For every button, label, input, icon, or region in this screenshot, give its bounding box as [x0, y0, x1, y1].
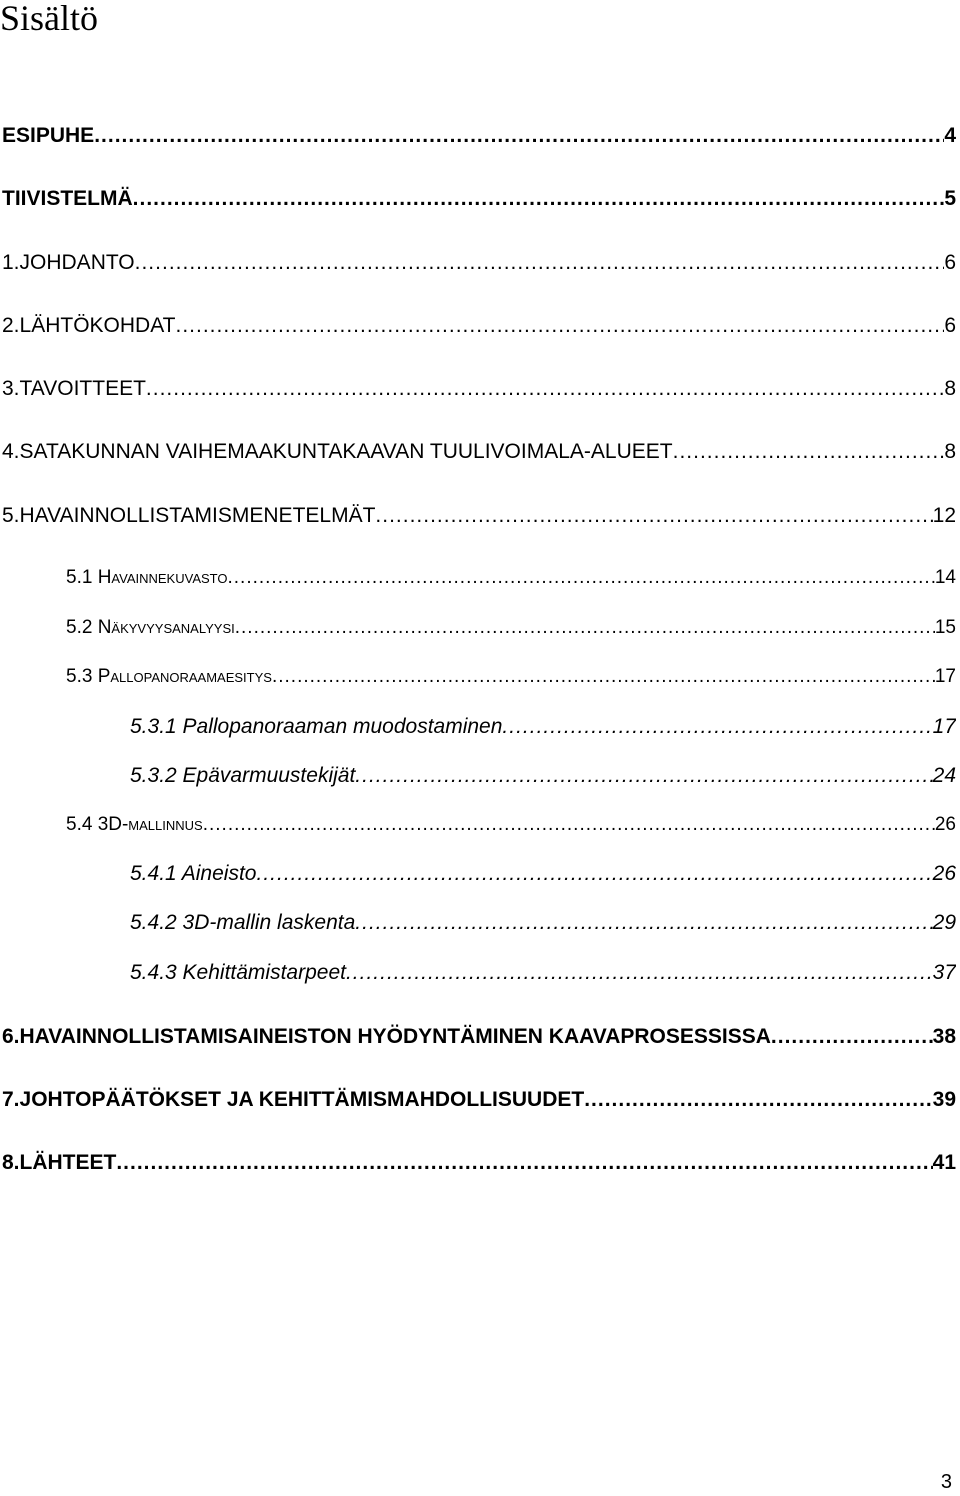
- toc-leader: [175, 310, 944, 342]
- toc-entry-title: 5.2 Näkyvyysanalyysi: [66, 617, 235, 638]
- toc-entry-kehittamistarpeet[interactable]: [130, 957, 956, 989]
- toc-page-number: 12: [932, 504, 956, 527]
- page-title: Sisältö: [0, 0, 99, 38]
- toc-leader: [355, 760, 932, 792]
- toc-entry-3d-mallinnus[interactable]: [66, 809, 956, 841]
- toc-page-number: 17: [932, 715, 956, 738]
- toc-entry-title: TAVOITTEET: [19, 377, 146, 400]
- toc-entry-number: 4.: [2, 440, 20, 463]
- toc-leader: [584, 1084, 932, 1116]
- toc-page-number: 37: [932, 961, 956, 984]
- toc-leader: [502, 711, 932, 743]
- toc-leader: [272, 661, 935, 693]
- toc-entry-lahtokohdat[interactable]: [2, 310, 956, 342]
- toc-entry-title: 5.1 Havainnekuvasto: [66, 567, 228, 588]
- toc-leader: [771, 1021, 933, 1053]
- toc-entry-number: 1.: [2, 251, 20, 274]
- toc-leader: [227, 562, 934, 594]
- toc-leader: [203, 809, 935, 841]
- toc-page-number: 29: [932, 911, 956, 934]
- toc-entry-title: SATAKUNNAN VAIHEMAAKUNTAKAAVAN TUULIVOIMALA-ALUEET: [19, 440, 673, 463]
- toc-page-number: 6: [944, 251, 956, 274]
- toc-entry-esipuhe[interactable]: [2, 120, 956, 152]
- toc-entry-nakyvyysanalyysi[interactable]: [66, 612, 956, 644]
- toc-entry-johtopaatokset[interactable]: [2, 1084, 956, 1116]
- toc-entry-number: 6.: [2, 1025, 20, 1048]
- toc-entry-tiivistelma[interactable]: [2, 183, 956, 215]
- toc-entry-pallopanoraamaesitys[interactable]: [66, 661, 956, 693]
- toc-entry-kaavaprosessissa[interactable]: [2, 1021, 956, 1053]
- toc-leader: [256, 858, 932, 890]
- toc-entry-title: 5.4.3 Kehittämistarpeet: [130, 961, 346, 984]
- toc-entry-3d-mallin-laskenta[interactable]: [130, 907, 956, 939]
- toc-entry-number: 2.: [2, 314, 20, 337]
- toc-entry-number: 8.: [2, 1151, 20, 1174]
- toc-leader: [116, 1147, 932, 1179]
- toc-page-number: 26: [932, 862, 956, 885]
- toc-entry-pallopanoraaman-muodostaminen[interactable]: [130, 711, 956, 743]
- toc-leader: [355, 907, 932, 939]
- toc-leader: [94, 120, 944, 152]
- toc-entry-title: HAVAINNOLLISTAMISAINEISTON HYÖDYNTÄMINEN KAAVAPROSESSISSA: [19, 1025, 771, 1048]
- toc-entry-number: 7.: [2, 1088, 20, 1111]
- toc-entry-title: JOHDANTO: [19, 251, 135, 274]
- toc-entry-havainnekuvasto[interactable]: [66, 562, 956, 594]
- toc-entry-title: 5.4 3D-mallinnus: [66, 814, 203, 835]
- toc-entry-aineisto[interactable]: [130, 858, 956, 890]
- toc-entry-johdanto[interactable]: [2, 247, 956, 279]
- toc-page-number: 8: [944, 440, 956, 463]
- page-number: 3: [940, 1471, 952, 1493]
- toc-page-number: 5: [944, 187, 956, 210]
- toc-entry-title: 5.4.1 Aineisto: [130, 862, 257, 885]
- toc-entry-title: JOHTOPÄÄTÖKSET JA KEHITTÄMISMAHDOLLISUUDET: [19, 1088, 585, 1111]
- toc-entry-title: LÄHTÖKOHDAT: [19, 314, 176, 337]
- toc-page-number: 24: [932, 764, 956, 787]
- toc-entry-title: 5.3.2 Epävarmuustekijät: [130, 764, 356, 787]
- toc-entry-tavoitteet[interactable]: [2, 373, 956, 405]
- toc-page-number: 17: [934, 666, 956, 687]
- toc-leader: [673, 436, 945, 468]
- toc-page-number: 14: [934, 567, 956, 588]
- toc-entry-title: 5.3 Pallopanoraamaesitys: [66, 666, 272, 687]
- toc-page-number: 6: [944, 314, 956, 337]
- toc-page-number: 41: [932, 1151, 956, 1174]
- toc-leader: [133, 183, 945, 215]
- toc-entry-title: LÄHTEET: [19, 1151, 117, 1174]
- toc-page-number: 26: [934, 814, 956, 835]
- toc-entry-havainnollistamismenetelmat[interactable]: [2, 500, 956, 532]
- toc-leader: [235, 612, 935, 644]
- toc-page-number: 39: [932, 1088, 956, 1111]
- toc-entry-title: ESIPUHE: [2, 124, 95, 147]
- toc-leader: [375, 500, 932, 532]
- toc-page-number: 15: [934, 617, 956, 638]
- toc-entry-tuulivoimala-alueet[interactable]: [2, 436, 956, 468]
- toc-entry-title: 5.3.1 Pallopanoraaman muodostaminen: [130, 715, 503, 738]
- toc-leader: [135, 247, 945, 279]
- toc-entry-title: TIIVISTELMÄ: [2, 187, 133, 210]
- toc-page-number: 8: [944, 377, 956, 400]
- toc-entry-title: HAVAINNOLLISTAMISMENETELMÄT: [19, 504, 376, 527]
- toc-page-number: 4: [944, 124, 956, 147]
- toc-entry-lahteet[interactable]: [2, 1147, 956, 1179]
- toc-entry-number: 3.: [2, 377, 20, 400]
- toc-leader: [346, 957, 933, 989]
- toc-leader: [146, 373, 944, 405]
- toc-page-number: 38: [932, 1025, 956, 1048]
- toc-entry-number: 5.: [2, 504, 20, 527]
- toc-entry-title: 5.4.2 3D-mallin laskenta: [130, 911, 356, 934]
- toc-entry-epavarmuustekijat[interactable]: [130, 760, 956, 792]
